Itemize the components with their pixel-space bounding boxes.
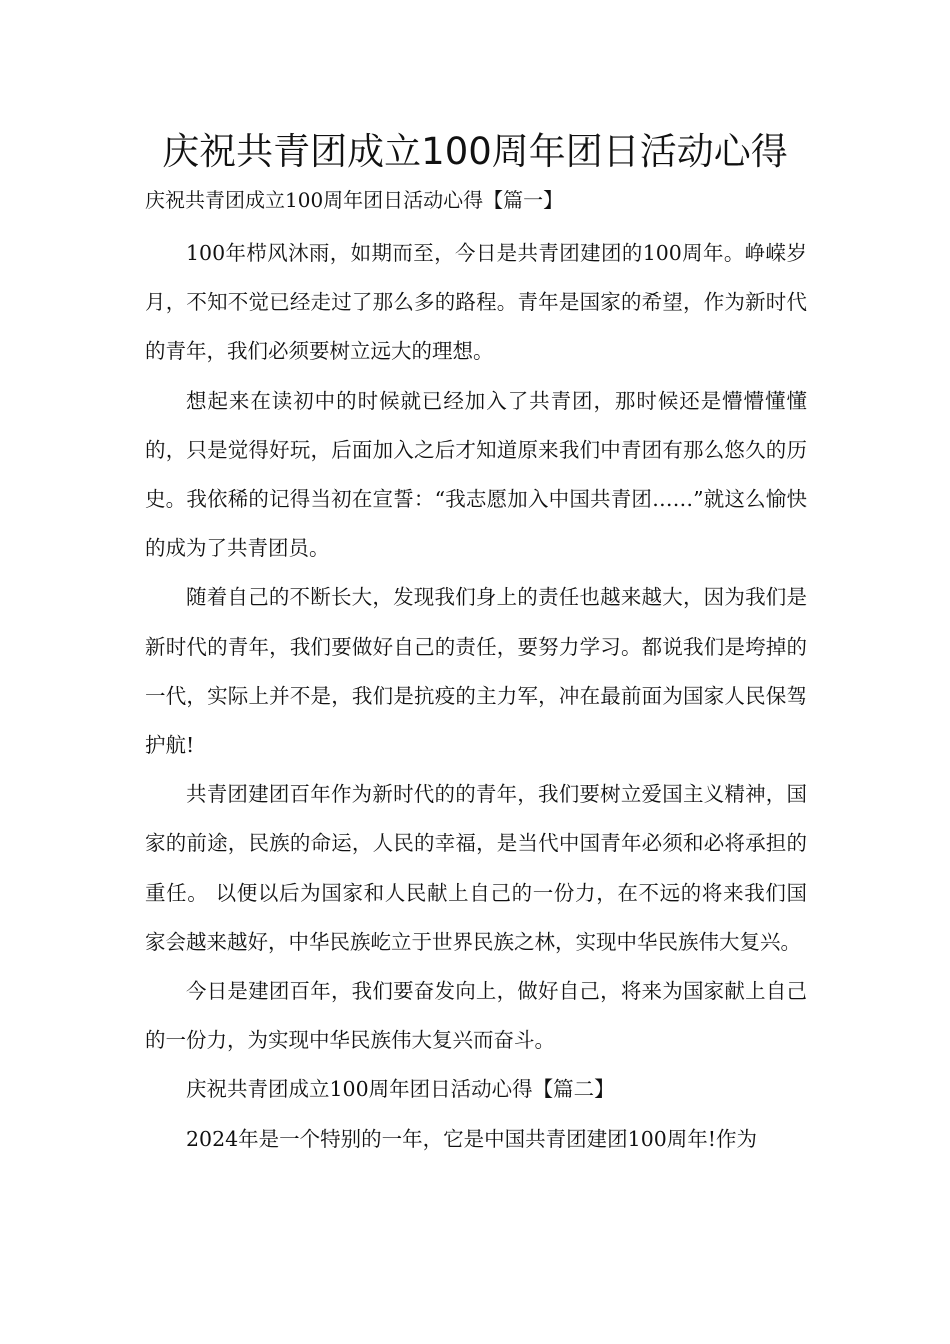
document-body (145, 229, 807, 1164)
paragraph-5: 今日是建团百年，我们要奋发向上，做好自己，将来为国家献上自己的一份力，为实现中华民族伟大复兴而奋斗。 (145, 979, 807, 1053)
paragraph-2: 想起来在读初中的时候就已经加入了共青团，那时候还是懵懵懂懂的，只是觉得好玩，后面加入之后才知道原来我们中青团有那么悠久的历史。我依稀的记得当初在宣誓：“我志愿加入中国共青团……”就这么愉快的成为了共青团员。 (145, 388, 807, 561)
paragraph-1: 100年栉风沐雨，如期而至，今日是共青团建团的100周年。峥嵘岁月，不知不觉已经走过了那么多的路程。青年是国家的希望，作为新时代的青年，我们必须要树立远大的理想。 (145, 241, 807, 364)
section-heading-part-one: 庆祝共青团成立100周年团日活动心得【篇一】 (145, 188, 564, 212)
section-heading-part-two: 庆祝共青团成立100周年团日活动心得【篇二】 (186, 1077, 615, 1102)
paragraph-6: 2024年是一个特别的一年，它是中国共青团建团100周年!作为 (186, 1126, 758, 1151)
paragraph-3: 随着自己的不断长大，发现我们身上的责任也越来越大，因为我们是新时代的青年，我们要做好自己的责任，要努力学习。都说我们是垮掉的一代，实际上并不是，我们是抗疫的主力军，冲在最前面为国家人民保驾护航! (145, 585, 807, 758)
paragraph-4: 共青团建团百年作为新时代的的青年，我们要树立爱国主义精神，国家的前途，民族的命运，人民的幸福，是当代中国青年必须和必将承担的重任。 以便以后为国家和人民献上自己的一份力，在不远的将来我们国家会越来越好，中华民族屹立于世界民族之林，实现中华民族伟大复兴。 (145, 782, 807, 954)
document-title: 庆祝共青团成立100周年团日活动心得 (162, 130, 788, 173)
